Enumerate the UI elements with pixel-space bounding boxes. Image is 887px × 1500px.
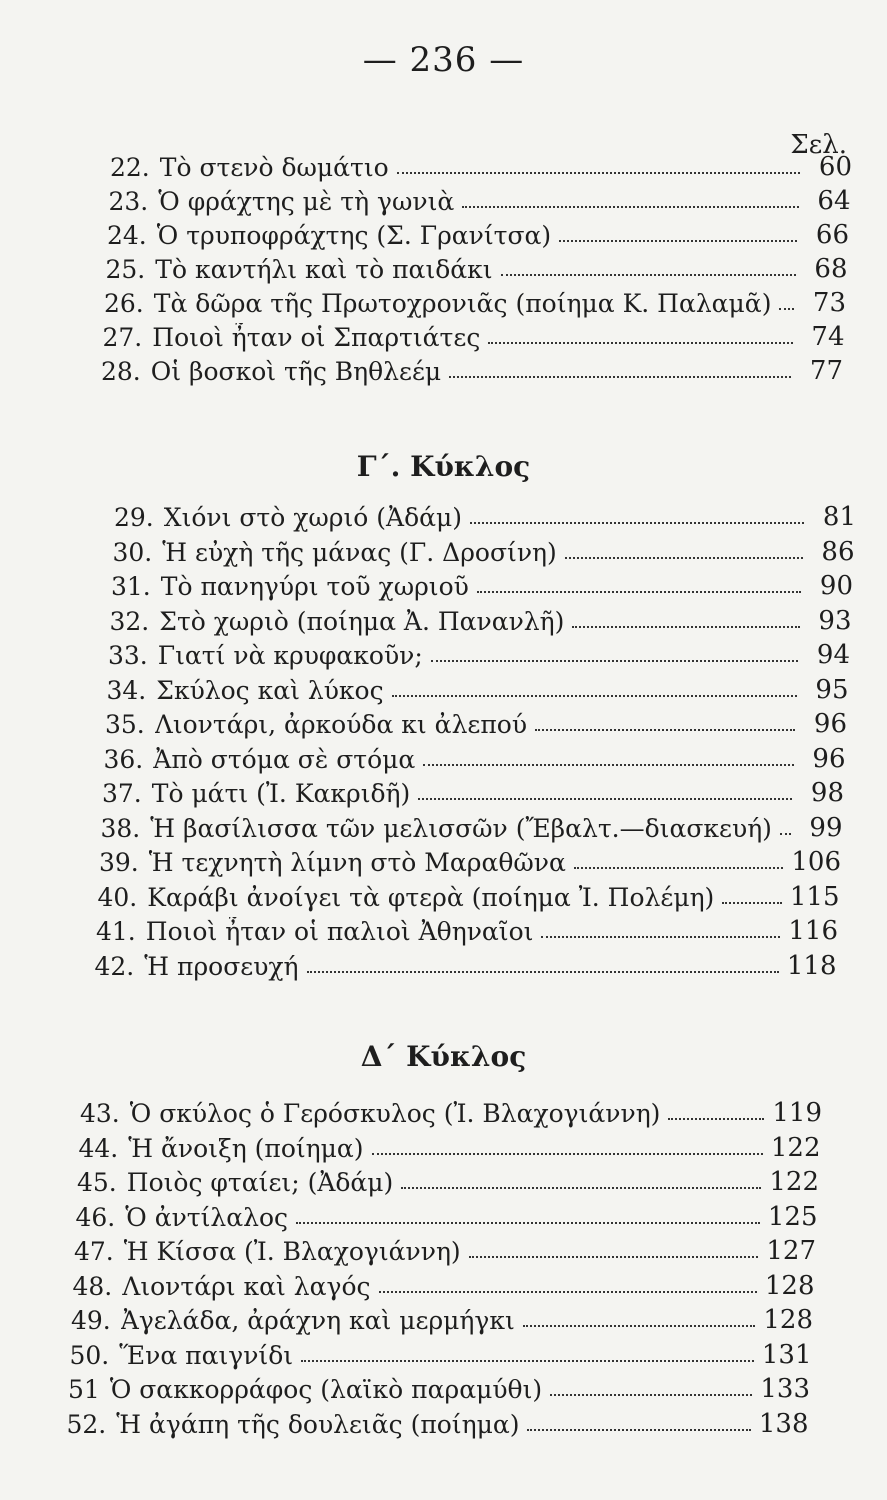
toc-entry-title: Λιοντάρι καὶ λαγός — [122, 1271, 371, 1301]
toc-entry-title: Ἡ τεχνητὴ λίμνη στὸ Μαραθῶνα — [148, 848, 566, 877]
toc-entry — [102, 774, 844, 808]
toc-entry-title: Σκύλος καὶ λύκος — [156, 675, 384, 705]
toc-entry-page: 96 — [813, 709, 847, 739]
toc-entry-number: 32. — [109, 606, 150, 636]
toc-entry — [71, 1301, 813, 1335]
toc-entry-number: 37. — [102, 779, 142, 808]
toc-entry-page: 118 — [786, 950, 837, 981]
toc-entry — [108, 636, 850, 670]
toc-entry-number: 28. — [101, 357, 141, 386]
toc-entry-title: Στὸ χωριὸ (ποίημα Ἀ. Πανανλῆ) — [159, 606, 565, 636]
toc-entry-leader — [574, 867, 783, 869]
toc-entry-leader — [392, 695, 797, 697]
toc-entry-number: 25. — [105, 255, 146, 284]
toc-entry-leader — [541, 936, 780, 938]
toc-entry-title: Τὸ καντήλι καὶ τὸ παιδάκι — [155, 255, 493, 284]
toc-entry — [104, 740, 846, 774]
toc-entry-leader — [372, 1153, 763, 1155]
toc-entry-leader — [572, 626, 799, 628]
toc-entry-leader — [668, 1118, 764, 1120]
toc-entry-title: Ἡ ἄνοιξη (ποίημα) — [128, 1133, 364, 1163]
page-column-header: Σελ. — [790, 130, 847, 160]
toc-entry — [105, 705, 847, 739]
toc-entry-leader — [477, 591, 801, 593]
toc-entry-leader — [559, 240, 797, 242]
toc-entry-leader — [565, 557, 803, 559]
toc-entry-number: 29. — [114, 503, 154, 532]
toc-entry-title: Ἀγελάδα, ἀράχνη καὶ μερμήγκι — [120, 1306, 515, 1335]
toc-entry-page: 115 — [789, 881, 840, 912]
toc-entry-title: Γιατί νὰ κρυφακοῦν; — [157, 641, 423, 670]
toc-entry — [95, 947, 837, 981]
toc-entry-page: 127 — [766, 1236, 816, 1266]
toc-entry-page: 128 — [764, 1270, 815, 1301]
toc-entry-page: 133 — [760, 1374, 810, 1404]
toc-entry-title: Ὁ ἀντίλαλος — [125, 1202, 289, 1232]
toc-entry-leader — [296, 1222, 760, 1224]
toc-entry-leader — [527, 1429, 750, 1431]
toc-entry — [103, 318, 845, 352]
toc-entry-page: 122 — [769, 1167, 819, 1197]
toc-entry-number: 49. — [71, 1306, 111, 1335]
toc-entry-page: 122 — [770, 1132, 821, 1163]
toc-entry-leader — [462, 206, 798, 208]
toc-entry — [110, 148, 852, 182]
toc-entry-number: 23. — [108, 187, 149, 216]
toc-entry-number: 40. — [97, 882, 138, 912]
toc-entry-title: Ἡ Κίσσα (Ἰ. Βλαχογιάννη) — [123, 1237, 461, 1266]
toc-entry-number: 51 — [68, 1375, 100, 1404]
toc-entry-number: 26. — [104, 289, 144, 318]
toc-entry-number: 41. — [96, 917, 136, 946]
toc-entry-page: 116 — [788, 916, 838, 946]
toc-entry — [107, 671, 849, 705]
toc-entry-number: 38. — [100, 813, 141, 843]
toc-entry-title: Ἕνα παιγνίδι — [119, 1340, 294, 1370]
toc-entry-number: 47. — [74, 1237, 114, 1266]
toc-entry-page: 99 — [809, 812, 843, 843]
toc-entry-number: 24. — [107, 221, 147, 250]
toc-entry-title: Χιόνι στὸ χωριό (Ἀδάμ) — [163, 503, 463, 532]
toc-entry — [74, 1232, 816, 1266]
toc-entry-page: 66 — [815, 220, 849, 250]
toc-entry-number: 52. — [66, 1409, 107, 1439]
toc-entry — [114, 498, 856, 532]
toc-entry-number: 50. — [69, 1340, 110, 1370]
toc-entry-number: 46. — [75, 1202, 116, 1232]
toc-entry-leader — [501, 274, 796, 276]
toc-entry — [80, 1094, 822, 1128]
toc-entry — [73, 1267, 815, 1301]
toc-entry — [98, 878, 840, 912]
toc-entry — [79, 1129, 821, 1163]
toc-entry-page: 86 — [821, 536, 855, 567]
toc-entry-title: Τὸ μάτι (Ἰ. Κακριδῆ) — [151, 779, 411, 808]
toc-entry-leader — [423, 764, 793, 766]
toc-entry-title: Ἡ εὐχὴ τῆς μάνας (Γ. Δροσίνη) — [162, 537, 557, 567]
toc-entry-title: Ὁ φράχτης μὲ τὴ γωνιὰ — [158, 187, 455, 216]
toc-entry-title: Τὸ πανηγύρι τοῦ χωριοῦ — [160, 572, 469, 601]
toc-entry-page: 74 — [811, 322, 845, 352]
toc-entry-leader — [523, 1325, 756, 1327]
toc-entry-leader — [431, 660, 798, 662]
toc-entry — [104, 284, 846, 318]
toc-entry-title: Ἡ βασίλισσα τῶν μελισσῶν (Ἔβαλτ.—διασκευή) — [150, 813, 772, 843]
toc-entry-number: 27. — [102, 323, 143, 352]
toc-entry-leader — [550, 1394, 752, 1396]
toc-entry-page: 131 — [761, 1339, 812, 1370]
toc-entry-title: Ποιοὶ ἦταν οἱ παλιοὶ Ἀθηναῖοι — [145, 917, 534, 946]
toc-entry — [68, 1370, 810, 1404]
toc-entry-leader — [418, 798, 792, 800]
toc-entry — [113, 533, 855, 567]
toc-entry-number: 45. — [77, 1168, 117, 1197]
toc-entry-page: 68 — [814, 254, 848, 284]
toc-entry-leader — [535, 729, 795, 731]
toc-entry — [70, 1336, 812, 1370]
toc-entry — [96, 912, 838, 946]
toc-entry — [76, 1198, 818, 1232]
toc-entry-leader — [397, 172, 800, 174]
toc-entry-number: 30. — [112, 537, 153, 567]
toc-entry-title: Τὰ δῶρα τῆς Πρωτοχρονιᾶς (ποίημα Κ. Παλαμᾶ) — [153, 289, 772, 318]
toc-entry-leader — [379, 1291, 757, 1293]
toc-entry-page: 60 — [818, 152, 852, 182]
toc-entry-title: Ποιοὶ ἦταν οἱ Σπαρτιάτες — [152, 323, 481, 352]
toc-entry-title: Καράβι ἀνοίγει τὰ φτερὰ (ποίημα Ἰ. Πολέμη) — [147, 882, 715, 912]
toc-entry-title: Ποιὸς φταίει; (Ἀδάμ) — [126, 1168, 394, 1197]
section-heading-g: Γ΄. Κύκλος — [356, 450, 531, 483]
toc-entry-title: Οἱ βοσκοὶ τῆς Βηθλεέμ — [150, 357, 442, 386]
toc-entry-number: 35. — [105, 710, 145, 739]
toc-entry-page: 119 — [772, 1098, 822, 1128]
toc-entry-page: 95 — [815, 674, 849, 705]
toc-entry-page: 128 — [763, 1305, 813, 1335]
section-heading-d: Δ΄ Κύκλος — [360, 1040, 527, 1073]
toc-entry-page: 138 — [758, 1408, 809, 1439]
toc-entry-leader — [470, 522, 804, 524]
toc-entry-title: Ἡ ἀγάπη τῆς δουλειᾶς (ποίημα) — [116, 1409, 520, 1439]
toc-entry-page: 106 — [791, 847, 841, 877]
toc-entry-title: Λιοντάρι, ἀρκούδα κι ἀλεπού — [154, 710, 528, 739]
toc-entry-page: 90 — [819, 571, 853, 601]
toc-entry-leader — [488, 342, 792, 344]
toc-entry — [67, 1405, 809, 1439]
toc-entry — [101, 809, 843, 843]
toc-entry-number: 42. — [94, 951, 135, 981]
toc-entry-title: Ὁ σακκορράφος (λαϊκὸ παραμύθι) — [109, 1375, 543, 1404]
toc-entry-leader — [779, 308, 794, 310]
page-number: — 236 — — [362, 40, 525, 80]
toc-entry-page: 81 — [822, 502, 856, 532]
toc-entry-page: 98 — [810, 778, 844, 808]
toc-entry-title: Τὸ στενὸ δωμάτιο — [159, 153, 389, 182]
toc-entry-number: 39. — [99, 848, 139, 877]
toc-entry — [111, 567, 853, 601]
toc-entry-number: 44. — [78, 1133, 119, 1163]
toc-entry — [77, 1163, 819, 1197]
toc-entry-leader — [780, 833, 791, 835]
toc-entry-leader — [307, 971, 779, 973]
toc-entry-page: 73 — [812, 288, 846, 318]
toc-entry-page: 64 — [817, 186, 851, 216]
toc-entry-leader — [401, 1187, 761, 1189]
toc-entry — [110, 602, 852, 636]
toc-entry-number: 31. — [111, 572, 151, 601]
toc-entry-leader — [722, 902, 782, 904]
toc-entry-title: Ἀπὸ στόμα σὲ στόμα — [153, 744, 416, 774]
toc-entry-number: 34. — [106, 675, 147, 705]
toc-entry — [109, 182, 851, 216]
toc-entry — [107, 216, 849, 250]
toc-entry — [101, 352, 843, 386]
toc-entry-leader — [469, 1256, 759, 1258]
toc-entry — [99, 843, 841, 877]
toc-entry-page: 96 — [812, 743, 846, 774]
toc-entry-number: 33. — [108, 641, 148, 670]
toc-entry-leader — [301, 1360, 754, 1362]
toc-entry-page: 125 — [767, 1201, 818, 1232]
toc-entry-page: 94 — [816, 640, 850, 670]
toc-entry-number: 36. — [103, 744, 144, 774]
toc-entry-page: 77 — [809, 356, 843, 386]
toc-entry — [106, 250, 848, 284]
toc-entry-number: 48. — [72, 1271, 113, 1301]
toc-entry-title: Ὁ σκύλος ὁ Γερόσκυλος (Ἰ. Βλαχογιάννη) — [129, 1099, 661, 1128]
toc-entry-title: Ὁ τρυποφράχτης (Σ. Γρανίτσα) — [156, 221, 552, 250]
toc-entry-title: Ἡ προσευχή — [144, 951, 299, 981]
toc-entry-leader — [449, 376, 791, 378]
toc-entry-page: 93 — [818, 605, 852, 636]
toc-entry-number: 22. — [110, 153, 150, 182]
toc-entry-number: 43. — [80, 1099, 120, 1128]
